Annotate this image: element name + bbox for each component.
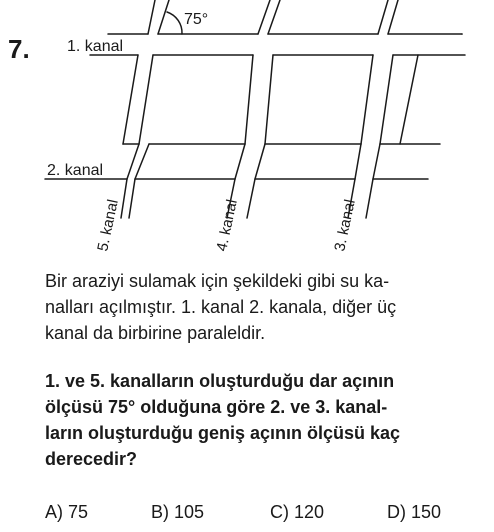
- canal-5-label: 5. kanal: [94, 197, 122, 253]
- canal-3-line: [378, 0, 388, 34]
- answer-options: [45, 502, 485, 530]
- option-value: 150: [411, 502, 442, 522]
- canal-5-line: [123, 55, 138, 144]
- canal-5-line: [129, 179, 135, 218]
- canal-4-line: [265, 55, 273, 144]
- canal-4-line: [245, 55, 253, 144]
- option-letter: C): [270, 502, 289, 522]
- canal-4-line: [258, 0, 270, 34]
- canal-1-label: 1. kanal: [67, 38, 124, 55]
- canal-3-line: [361, 55, 373, 144]
- option-c[interactable]: [270, 502, 324, 523]
- canal-5-line: [121, 179, 127, 218]
- option-d[interactable]: [387, 502, 441, 523]
- option-value: 120: [294, 502, 325, 522]
- question-prompt: [45, 368, 475, 472]
- canal-4-line: [268, 0, 280, 34]
- canal-3-label: 3. kanal: [331, 197, 359, 253]
- option-letter: D): [387, 502, 406, 522]
- option-value: 75: [68, 502, 89, 522]
- prompt-line: ölçüsü 75° olduğuna göre 2. ve 3. kanal-: [45, 397, 388, 417]
- angle-arc: [167, 12, 182, 34]
- option-letter: B): [151, 502, 169, 522]
- prompt-line: ların oluşturduğu geniş açının ölçüsü kaç: [45, 423, 401, 443]
- angle-label: 75°: [184, 11, 209, 28]
- stem-line: Bir araziyi sulamak için şekildeki gibi su ka-: [45, 271, 390, 291]
- canal-4-label: 4. kanal: [213, 197, 241, 253]
- option-value: 105: [174, 502, 205, 522]
- option-b[interactable]: [151, 502, 204, 523]
- prompt-line: 1. ve 5. kanalların oluşturduğu dar açının: [45, 371, 395, 391]
- canal-4-line: [235, 144, 245, 179]
- canal-3-line: [388, 0, 398, 34]
- canal-5-line: [139, 55, 153, 144]
- canal-4-line: [255, 144, 265, 179]
- question-stem: [45, 268, 475, 346]
- canal-5-line: [158, 0, 169, 34]
- canal-3-line: [380, 55, 393, 144]
- option-a[interactable]: [45, 502, 88, 523]
- canal-4-line: [247, 179, 255, 218]
- prompt-line: derecedir?: [45, 449, 138, 469]
- canal-3-line: [366, 179, 373, 218]
- canal-3-line: [373, 144, 380, 179]
- stem-line: kanal da birbirine paraleldir.: [45, 323, 266, 343]
- canal-3-line: [355, 144, 361, 179]
- stem-line: nalları açılmıştır. 1. kanal 2. kanala, diğer üç: [45, 297, 397, 317]
- canal-line: [400, 55, 418, 144]
- canal-5-line: [148, 0, 155, 34]
- question-number: 7.: [8, 34, 30, 64]
- canal-2-label: 2. kanal: [47, 162, 104, 179]
- canal-figure: [0, 0, 494, 262]
- option-letter: A): [45, 502, 63, 522]
